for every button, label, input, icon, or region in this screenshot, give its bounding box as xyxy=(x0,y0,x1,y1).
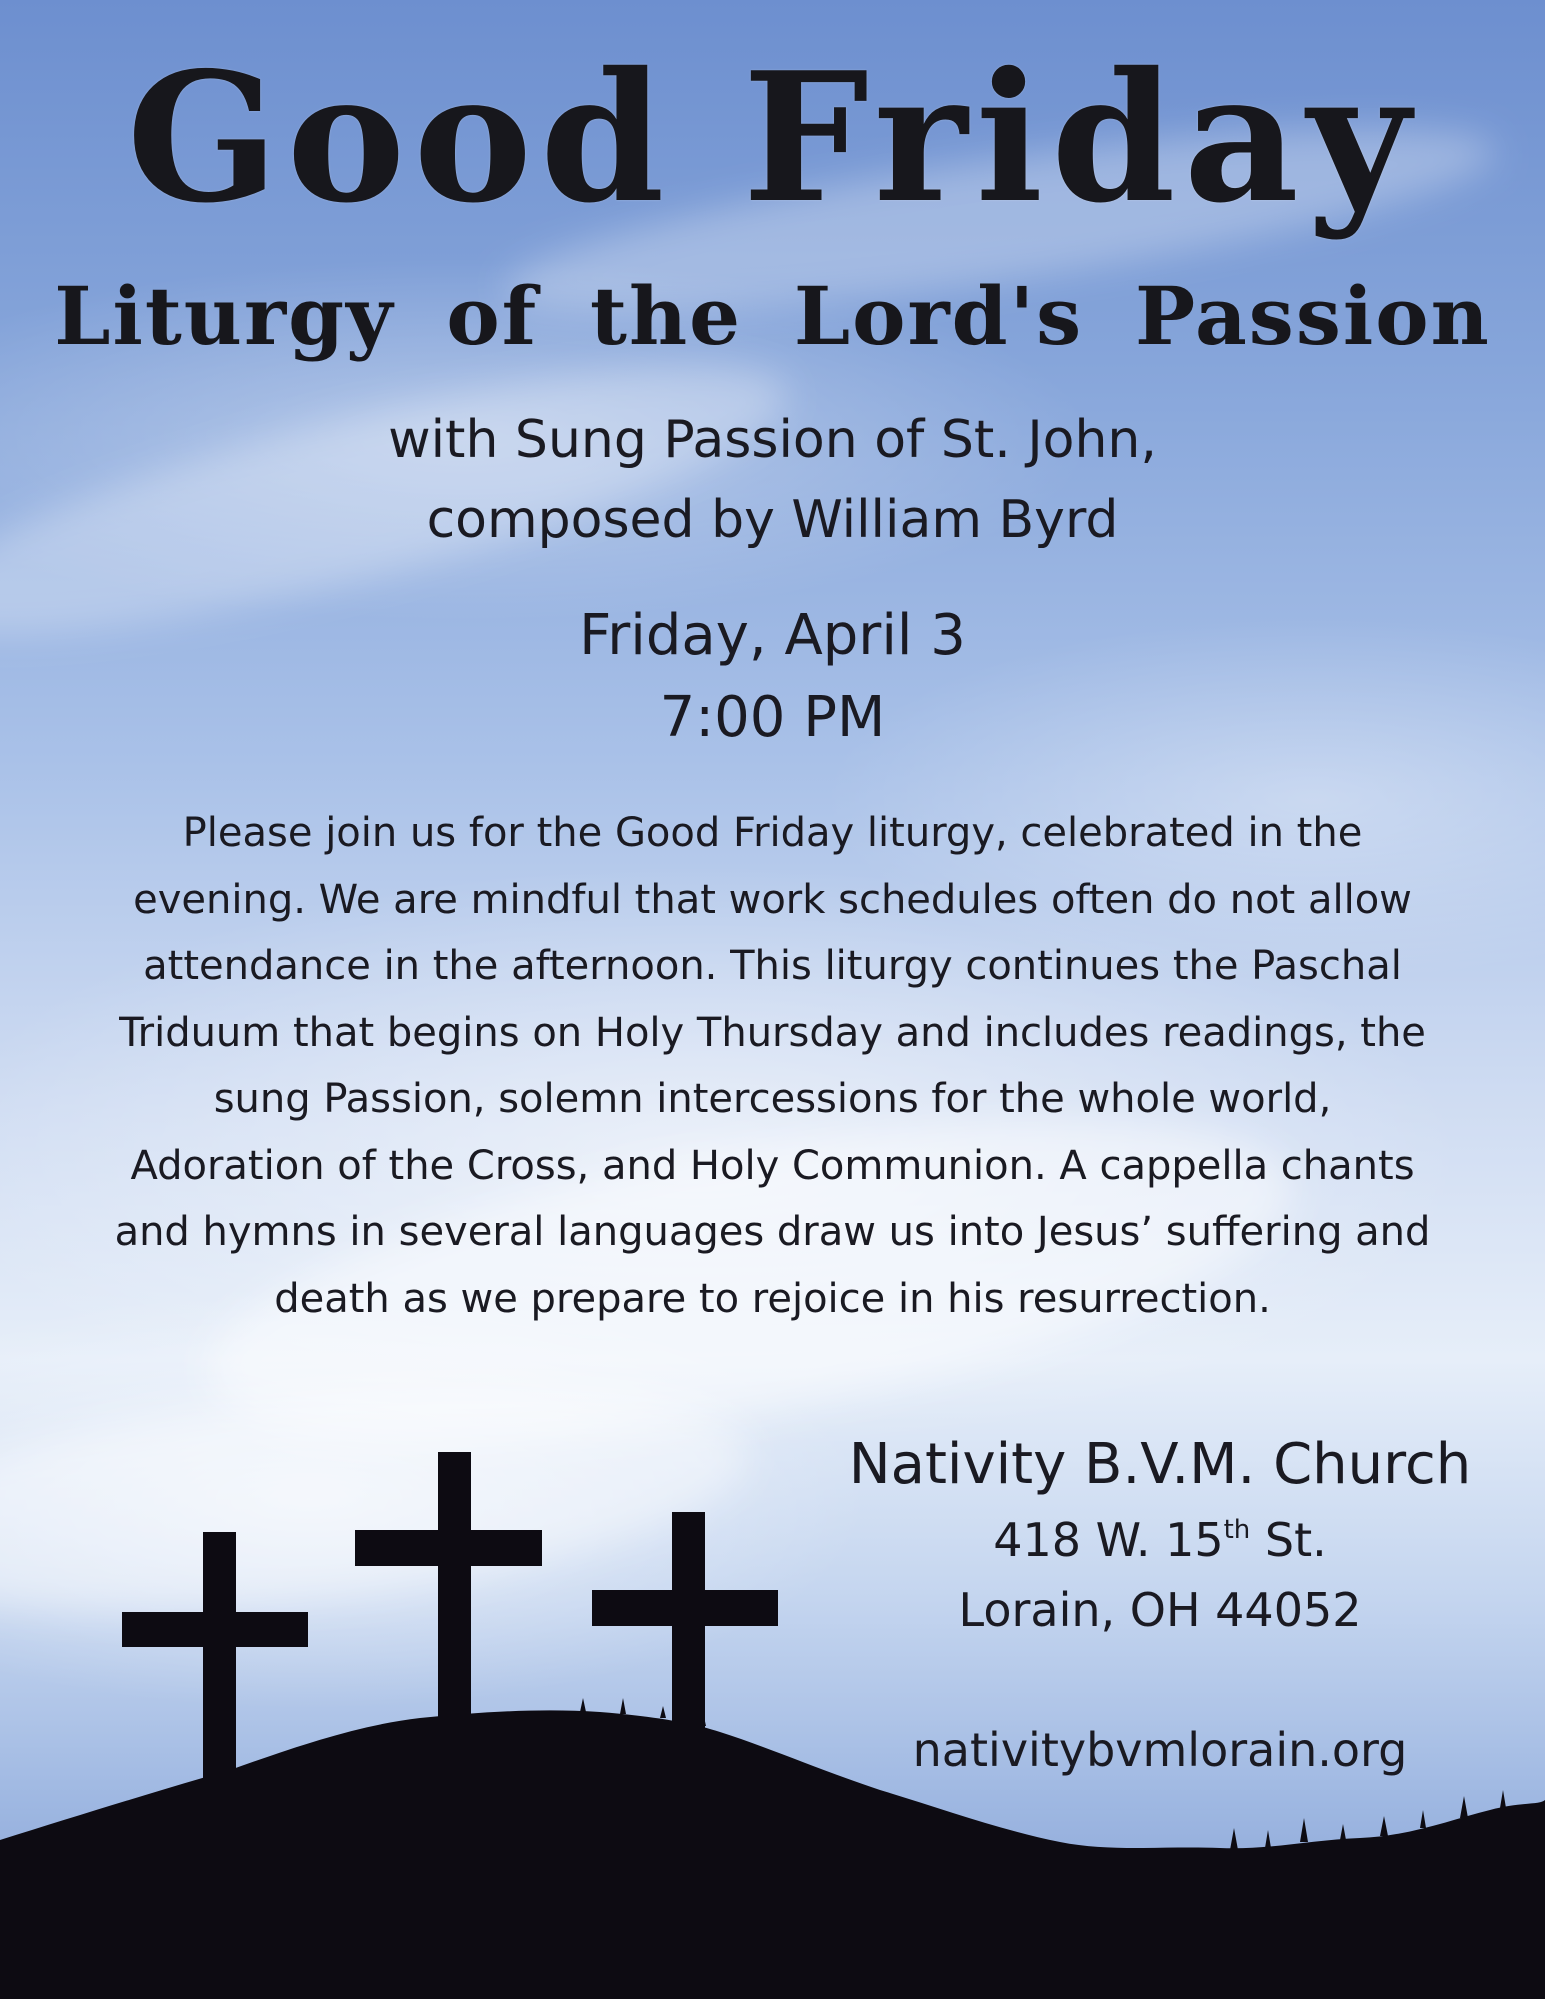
music-line: with Sung Passion of St. John, xyxy=(388,410,1157,470)
event-description xyxy=(20,800,1525,1332)
page-subtitle: Liturgy of the Lord's Passion xyxy=(54,269,1491,363)
description-line: and hymns in several languages draw us into Jesus’ suffering and xyxy=(114,1209,1431,1255)
church-name: Nativity B.V.M. Church xyxy=(848,1432,1472,1497)
page-title: Good Friday xyxy=(126,33,1419,242)
street-end: St. xyxy=(1250,1513,1327,1567)
street-number-name: 418 W. 15 xyxy=(993,1513,1224,1567)
church-address xyxy=(820,1425,1500,1785)
event-date: Friday, April 3 xyxy=(579,603,966,668)
description-line: Triduum that begins on Holy Thursday and includes readings, the xyxy=(119,1009,1426,1056)
music-info xyxy=(0,400,1545,560)
description-line: evening. We are mindful that work schedules often do not allow xyxy=(133,876,1412,923)
event-schedule xyxy=(0,595,1545,759)
website-link[interactable]: nativitybvmlorain.org xyxy=(912,1723,1408,1777)
description-line: death as we prepare to rejoice in his resurrection. xyxy=(274,1275,1271,1322)
description-line: Adoration of the Cross, and Holy Communion. A cappella chants xyxy=(130,1142,1415,1189)
description-line: Please join us for the Good Friday liturgy, celebrated in the xyxy=(182,810,1363,856)
street-address xyxy=(820,1505,1500,1575)
city-state-zip: Lorain, OH 44052 xyxy=(958,1583,1362,1637)
street-ordinal: th xyxy=(1223,1515,1251,1545)
description-line: attendance in the afternoon. This liturgy continues the Paschal xyxy=(143,943,1402,989)
music-line: composed by William Byrd xyxy=(426,490,1119,550)
description-line: sung Passion, solemn intercessions for the whole world, xyxy=(213,1076,1332,1122)
event-time: 7:00 PM xyxy=(659,685,886,750)
